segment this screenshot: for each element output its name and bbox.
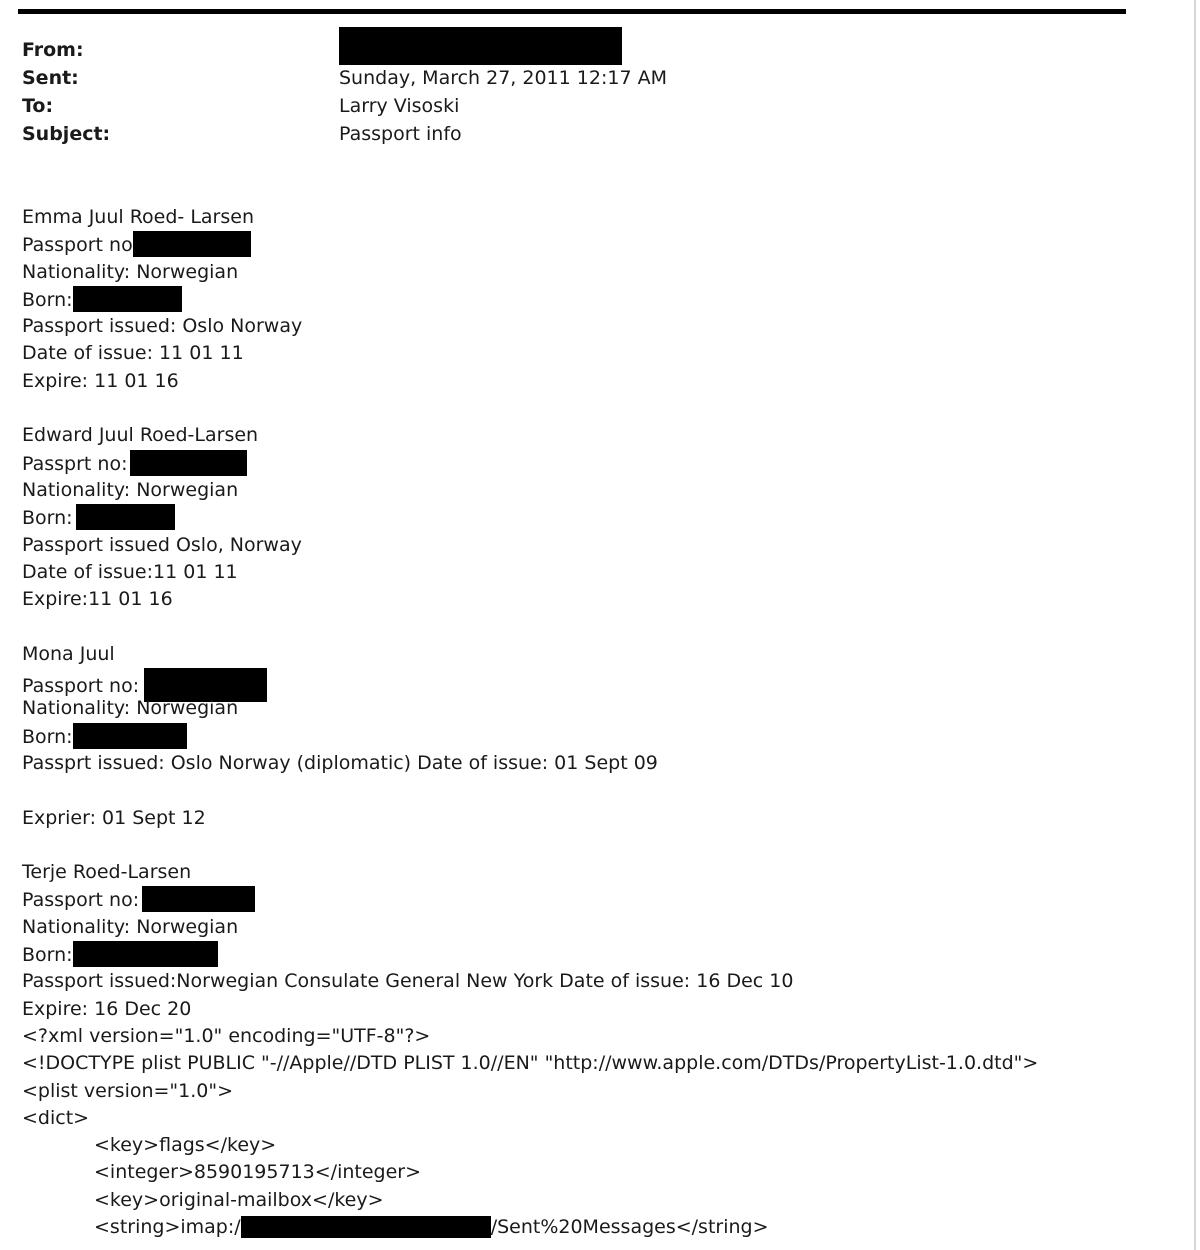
to-label: To: bbox=[22, 95, 54, 117]
issued-line: Passprt issued: Oslo Norway (diplomatic) Date of issue: 01 Sept 09 bbox=[22, 751, 658, 774]
string-mailbox bbox=[22, 1214, 1172, 1241]
from-label: From: bbox=[22, 39, 84, 61]
issued-line: Passport issued Oslo, Norway bbox=[22, 533, 302, 556]
issued-line: Passport issued: Oslo Norway bbox=[22, 315, 303, 338]
person-block bbox=[22, 859, 1172, 1023]
passport-line bbox=[22, 668, 1172, 698]
issued-line: Passport issued:Norwegian Consulate General New York Date of issue: 16 Dec 10 bbox=[22, 970, 794, 993]
passport-line bbox=[22, 886, 1172, 913]
born-label: Born: bbox=[22, 288, 73, 311]
doctype-line: <!DOCTYPE plist PUBLIC "-//Apple//DTD PLIST 1.0//EN" "http://www.apple.com/DTDs/PropertyList-1.0.dtd"> bbox=[22, 1052, 1039, 1075]
redaction-bar bbox=[130, 450, 247, 476]
person-name: Emma Juul Roed- Larsen bbox=[22, 206, 254, 228]
passport-label: Passprt no: bbox=[22, 452, 128, 475]
redaction-bar bbox=[76, 504, 175, 530]
person-name: Mona Juul bbox=[22, 642, 115, 665]
redaction-bar bbox=[241, 1216, 491, 1238]
nationality-line: Nationality: Norwegian bbox=[22, 478, 239, 501]
date-of-issue-line: Date of issue: 11 01 11 bbox=[22, 342, 244, 365]
spacer bbox=[22, 832, 1172, 859]
born-label: Born: bbox=[22, 944, 73, 967]
date-of-issue-line: Date of issue:11 01 11 bbox=[22, 560, 238, 583]
integer-flags: <integer>8590195713</integer> bbox=[94, 1161, 422, 1184]
born-label: Born: bbox=[22, 507, 73, 530]
person-block bbox=[22, 422, 1172, 613]
subject-label: Subject: bbox=[22, 123, 111, 145]
plist-open: <plist version="1.0"> bbox=[22, 1079, 234, 1102]
redaction-bar bbox=[73, 723, 187, 749]
passport-line bbox=[22, 450, 1172, 477]
redaction-bar bbox=[339, 27, 622, 65]
passport-label: Passport no bbox=[22, 234, 133, 257]
string-prefix: <string>imap:/ bbox=[94, 1215, 241, 1238]
expire-line: Expire:11 01 16 bbox=[22, 588, 173, 611]
redaction-bar bbox=[73, 941, 218, 967]
sent-value: Sunday, March 27, 2011 12:17 AM bbox=[339, 67, 667, 89]
key-flags: <key>flags</key> bbox=[94, 1134, 277, 1157]
expire-line: Expire: 16 Dec 20 bbox=[22, 997, 192, 1020]
xml-declaration: <?xml version="1.0" encoding="UTF-8"?> bbox=[22, 1024, 431, 1047]
born-label: Born: bbox=[22, 725, 73, 748]
to-value: Larry Visoski bbox=[339, 95, 460, 117]
redaction-bar bbox=[73, 286, 182, 312]
subject-value: Passport info bbox=[339, 123, 462, 145]
page-edge bbox=[1194, 0, 1196, 1250]
expire-line: Exprier: 01 Sept 12 bbox=[22, 806, 206, 829]
spacer bbox=[22, 777, 1172, 804]
person-name: Edward Juul Roed-Larsen bbox=[22, 424, 259, 447]
nationality-line: Nationality: Norwegian bbox=[22, 697, 239, 720]
person-block bbox=[22, 204, 1172, 395]
email-body bbox=[22, 204, 1172, 1241]
born-line bbox=[22, 504, 1172, 531]
born-line bbox=[22, 723, 1172, 750]
expire-line: Expire: 11 01 16 bbox=[22, 369, 179, 392]
string-suffix: /Sent%20Messages</string> bbox=[490, 1215, 769, 1238]
passport-label: Passport no: bbox=[22, 675, 140, 698]
plist-block bbox=[22, 1023, 1172, 1241]
person-name: Terje Roed-Larsen bbox=[22, 861, 192, 884]
nationality-line: Nationality: Norwegian bbox=[22, 260, 239, 283]
born-line bbox=[22, 941, 1172, 968]
key-original-mailbox: <key>original-mailbox</key> bbox=[94, 1188, 384, 1211]
sent-label: Sent: bbox=[22, 67, 79, 89]
passport-label: Passport no: bbox=[22, 889, 140, 912]
nationality-line: Nationality: Norwegian bbox=[22, 915, 239, 938]
born-line bbox=[22, 286, 1172, 313]
top-rule bbox=[18, 9, 1126, 14]
from-redaction bbox=[339, 27, 622, 65]
person-block bbox=[22, 641, 1172, 832]
redaction-bar bbox=[142, 886, 255, 912]
dict-open: <dict> bbox=[22, 1106, 90, 1129]
spacer bbox=[22, 613, 1172, 640]
spacer bbox=[22, 395, 1172, 422]
redaction-bar bbox=[133, 231, 251, 257]
passport-line bbox=[22, 231, 1172, 258]
